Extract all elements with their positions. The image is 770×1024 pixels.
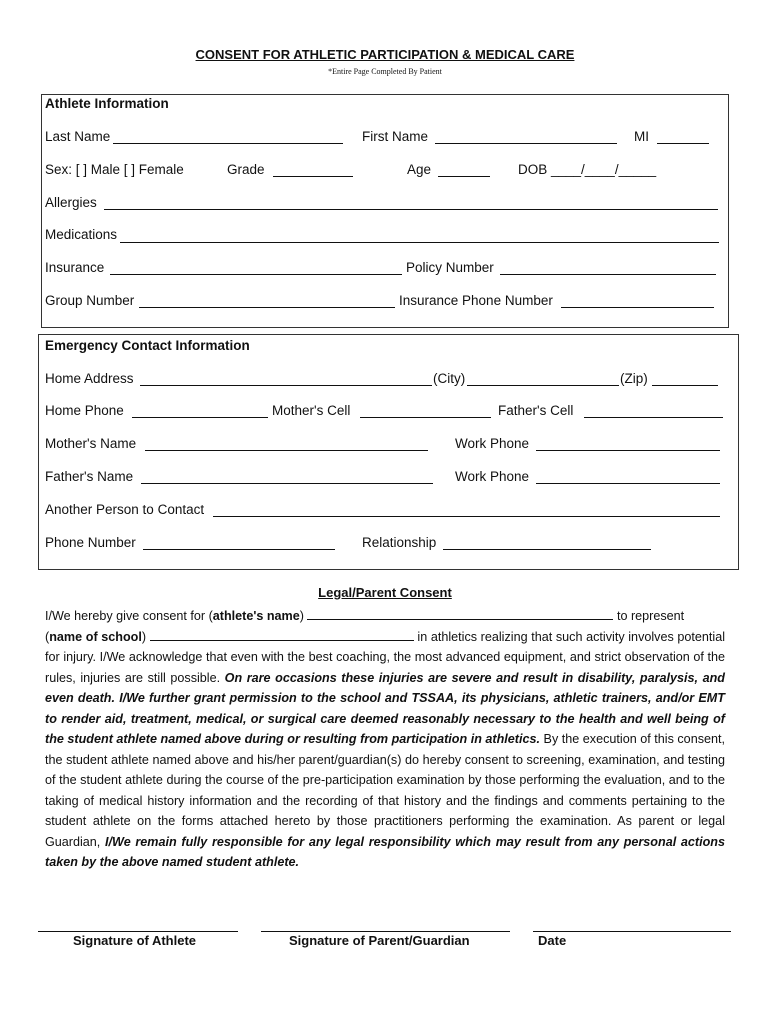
mothers-cell-field[interactable] — [360, 417, 491, 418]
consent-heading: Legal/Parent Consent — [318, 585, 452, 600]
form-title: CONSENT FOR ATHLETIC PARTICIPATION & MEDICAL CARE — [195, 47, 575, 62]
insurance-phone-field[interactable] — [561, 307, 714, 308]
relationship-field[interactable] — [443, 549, 651, 550]
medications-field[interactable] — [120, 242, 719, 243]
work-phone-label-2: Work Phone — [455, 469, 530, 484]
insurance-field[interactable] — [110, 274, 402, 275]
fathers-name-field[interactable] — [141, 483, 433, 484]
sex-label[interactable]: Sex: [ ] Male [ ] Female — [45, 162, 184, 177]
policy-number-label: Policy Number — [406, 260, 494, 275]
first-name-field[interactable] — [435, 143, 617, 144]
athletes-name-field[interactable] — [307, 606, 613, 620]
fathers-cell-field[interactable] — [584, 417, 723, 418]
school-name-field[interactable] — [150, 627, 414, 641]
another-person-label: Another Person to Contact — [45, 502, 205, 517]
work-phone-field-2[interactable] — [536, 483, 720, 484]
mi-label: MI — [634, 129, 649, 144]
first-name-label: First Name — [362, 129, 429, 144]
work-phone-field-1[interactable] — [536, 450, 720, 451]
mi-field[interactable] — [657, 143, 709, 144]
phone-number-label: Phone Number — [45, 535, 136, 550]
dob-label[interactable]: DOB ____/____/_____ — [518, 162, 657, 177]
consent-paragraph: I/We hereby give consent for (athlete's name) to represent (name of school) in athletics realizing that such activity involves potential for injury. I/We acknowledge that even with the best coaching, the most advanced equipment, and strict observation of the rules, injuries are still possible. On rare occasions these injuries are severe and result in disability, paralysis, and even death. I/We further grant permission to the school and TSSAA, its physicians, athletic trainers, and/or EMT to render aid, treatment, medical, or surgical care deemed reasonably necessary to the health and well being of the student athlete named above during or resulting from participation in athletics. By the execution of this consent, the student athlete named above and his/her parent/guardian(s) do hereby consent to screening, examination, and testing of the student athlete during the course of the pre-participation examination by those performing the evaluation, and to the taking of medical history information and the recording of that history and the findings and comments pertaining to the student athlete on the forms attached hereto by those practitioners performing the examination. As parent or legal Guardian, I/We remain fully responsible for any legal responsibility which may result from any personal actions taken by the above named student athlete. — [45, 606, 725, 873]
grade-label: Grade — [227, 162, 265, 177]
home-address-label: Home Address — [45, 371, 134, 386]
city-label: (City) — [433, 371, 466, 386]
parent-signature-label: Signature of Parent/Guardian — [289, 933, 470, 948]
insurance-phone-label: Insurance Phone Number — [399, 293, 553, 308]
work-phone-label-1: Work Phone — [455, 436, 530, 451]
athlete-signature-label: Signature of Athlete — [73, 933, 197, 948]
zip-field[interactable] — [652, 385, 718, 386]
athletes-name-label: athlete's name — [212, 609, 300, 623]
relationship-label: Relationship — [362, 535, 437, 550]
allergies-field[interactable] — [104, 209, 718, 210]
mothers-name-field[interactable] — [145, 450, 428, 451]
mothers-cell-label: Mother's Cell — [272, 403, 351, 418]
date-line[interactable] — [533, 931, 731, 932]
mothers-name-label: Mother's Name — [45, 436, 137, 451]
last-name-field[interactable] — [113, 143, 343, 144]
group-number-label: Group Number — [45, 293, 135, 308]
last-name-label: Last Name — [45, 129, 111, 144]
school-name-label: name of school — [49, 629, 142, 644]
emergency-contact-heading: Emergency Contact Information — [45, 338, 250, 353]
another-person-field[interactable] — [213, 516, 720, 517]
city-field[interactable] — [467, 385, 619, 386]
insurance-label: Insurance — [45, 260, 105, 275]
form-subtitle: *Entire Page Completed By Patient — [328, 67, 442, 76]
athlete-info-heading: Athlete Information — [45, 96, 169, 111]
fathers-name-label: Father's Name — [45, 469, 134, 484]
policy-number-field[interactable] — [500, 274, 716, 275]
athlete-signature-line[interactable] — [38, 931, 238, 932]
zip-label: (Zip) — [620, 371, 648, 386]
grade-field[interactable] — [273, 176, 353, 177]
fathers-cell-label: Father's Cell — [498, 403, 574, 418]
age-field[interactable] — [438, 176, 490, 177]
allergies-label: Allergies — [45, 195, 97, 210]
group-number-field[interactable] — [139, 307, 395, 308]
home-phone-label: Home Phone — [45, 403, 124, 418]
parent-signature-line[interactable] — [261, 931, 510, 932]
age-label: Age — [407, 162, 432, 177]
date-label: Date — [538, 933, 567, 948]
home-phone-field[interactable] — [132, 417, 268, 418]
medications-label: Medications — [45, 227, 118, 242]
phone-number-field[interactable] — [143, 549, 335, 550]
home-address-field[interactable] — [140, 385, 432, 386]
